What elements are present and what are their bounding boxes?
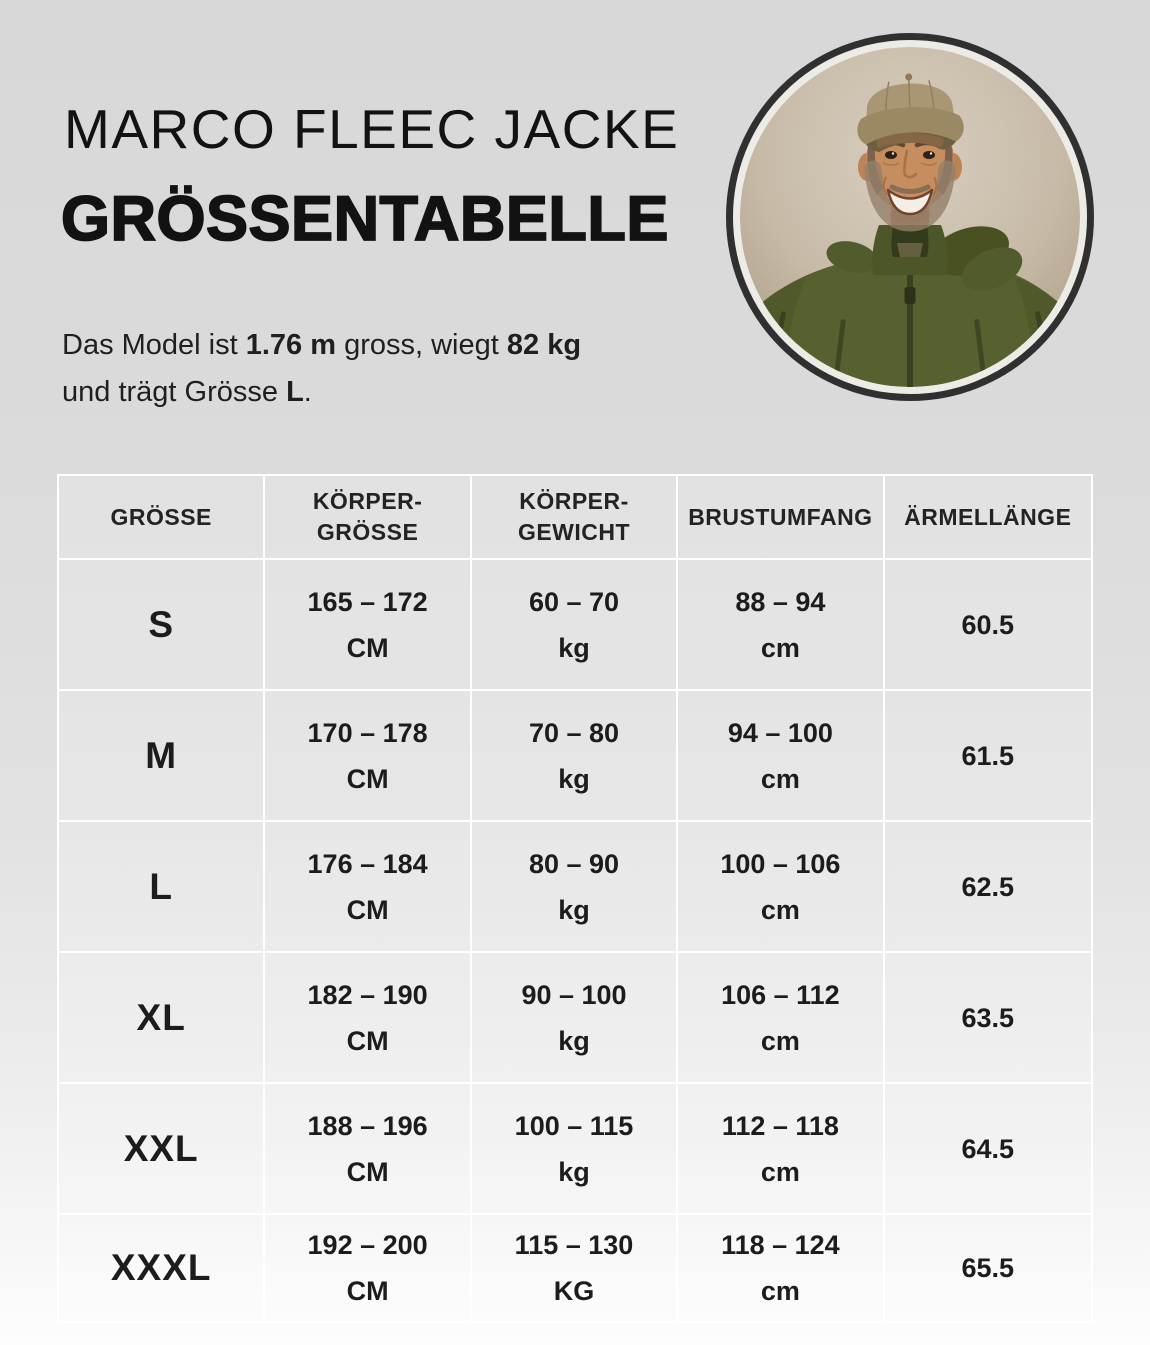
eye-highlight: [930, 152, 932, 154]
model-portrait-illustration: [740, 47, 1080, 387]
undershirt: [897, 243, 923, 257]
intro-text: gross, wiegt: [336, 329, 507, 361]
sleeve-cell: 64.5: [885, 1084, 1091, 1215]
header-aermellaenge: ÄRMELLÄNGE: [885, 476, 1091, 560]
sleeve-cell: 61.5: [885, 691, 1091, 822]
model-height: 1.76 m: [245, 329, 337, 361]
chest-cell: 100 – 106 cm: [678, 822, 884, 953]
chest-cell: 94 – 100 cm: [678, 691, 884, 822]
left-eye: [885, 151, 897, 159]
zipper-pull: [905, 287, 916, 304]
page-title: GRÖSSENTABELLE: [61, 184, 669, 254]
size-cell: S: [59, 560, 265, 691]
sleeve-cell: 60.5: [885, 560, 1091, 691]
eye-highlight: [892, 152, 894, 154]
weight-cell: 100 – 115 kg: [472, 1084, 678, 1215]
weight-cell: 60 – 70 kg: [472, 560, 678, 691]
weight-cell: 80 – 90 kg: [472, 822, 678, 953]
header-koerpergewicht: KÖRPER- GEWICHT: [472, 476, 678, 560]
weight-cell: 70 – 80 kg: [472, 691, 678, 822]
height-cell: 165 – 172 CM: [265, 560, 471, 691]
sleeve-cell: 62.5: [885, 822, 1091, 953]
chest-cell: 118 – 124 cm: [678, 1215, 884, 1321]
height-cell: 188 – 196 CM: [265, 1084, 471, 1215]
size-cell: XXXL: [59, 1215, 265, 1321]
sleeve-cell: 65.5: [885, 1215, 1091, 1321]
intro-text: .: [303, 376, 312, 408]
size-cell: L: [59, 822, 265, 953]
header-koerpergroesse: KÖRPER- GRÖSSE: [265, 476, 471, 560]
height-cell: 192 – 200 CM: [265, 1215, 471, 1321]
chest-cell: 112 – 118 cm: [678, 1084, 884, 1215]
model-description-line1: [62, 322, 581, 369]
size-cell: XXL: [59, 1084, 265, 1215]
header-groesse: GRÖSSE: [59, 476, 265, 560]
chest-cell: 106 – 112 cm: [678, 953, 884, 1084]
right-eye: [923, 151, 935, 159]
size-cell: M: [59, 691, 265, 822]
model-size: L: [286, 376, 304, 408]
weight-cell: 115 – 130 KG: [472, 1215, 678, 1321]
size-cell: XL: [59, 953, 265, 1084]
intro-text: und trägt Grösse: [62, 376, 287, 408]
model-description: [62, 322, 581, 416]
height-cell: 176 – 184 CM: [265, 822, 471, 953]
model-weight: 82 kg: [506, 329, 582, 361]
sleeve-cell: 63.5: [885, 953, 1091, 1084]
product-title: MARCO FLEEC JACKE: [64, 98, 680, 160]
weight-cell: 90 – 100 kg: [472, 953, 678, 1084]
header-brustumfang: BRUSTUMFANG: [678, 476, 884, 560]
height-cell: 170 – 178 CM: [265, 691, 471, 822]
model-description-line2: [62, 369, 581, 416]
intro-text: Das Model ist: [62, 329, 246, 361]
chest-cell: 88 – 94 cm: [678, 560, 884, 691]
size-table: [57, 474, 1093, 1323]
height-cell: 182 – 190 CM: [265, 953, 471, 1084]
model-photo: [726, 33, 1094, 401]
